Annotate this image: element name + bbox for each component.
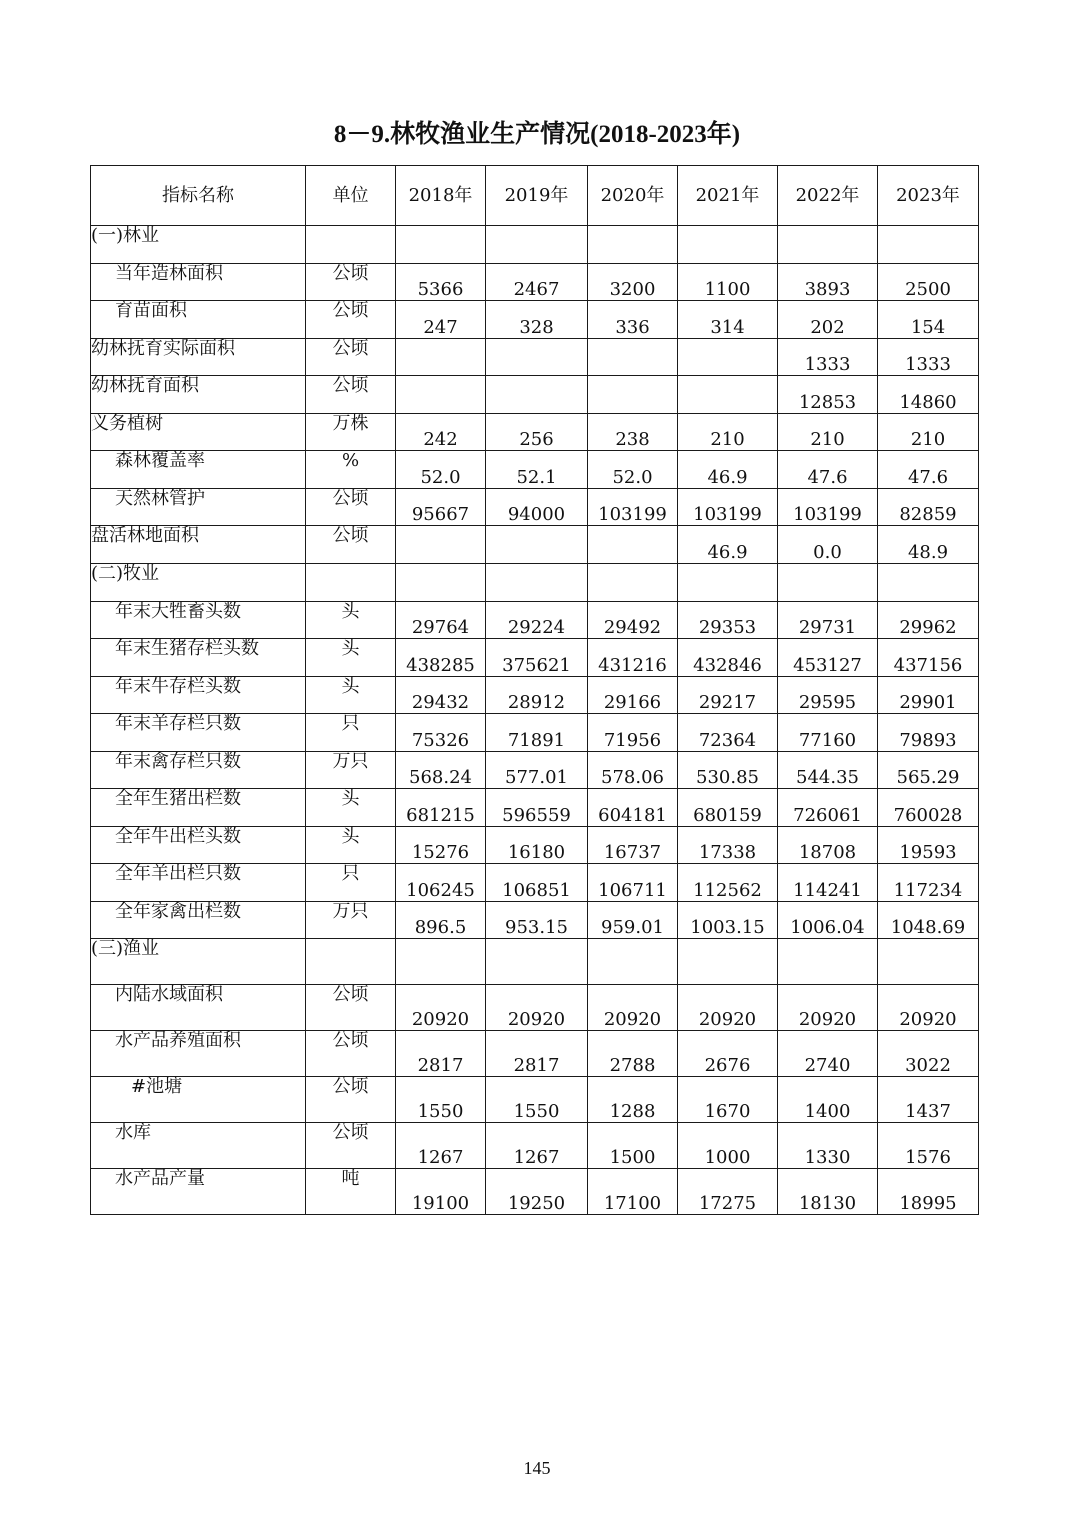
- value-cell: 52.1: [486, 451, 588, 489]
- value-cell: 202: [778, 301, 878, 339]
- unit-cell: 公顷: [306, 376, 396, 414]
- value-cell: 19100: [396, 1169, 486, 1215]
- value-cell: 1333: [878, 339, 979, 376]
- indicator-name: 年末禽存栏只数: [91, 752, 306, 789]
- value-cell: 726061: [778, 789, 878, 827]
- value-cell: 18130: [778, 1169, 878, 1215]
- unit-cell: 公顷: [306, 1031, 396, 1077]
- value-cell: 28912: [486, 677, 588, 714]
- value-cell: 314: [678, 301, 778, 339]
- unit-cell: 公顷: [306, 1123, 396, 1169]
- table-row: [91, 827, 979, 864]
- table-row: [91, 339, 979, 376]
- value-cell: 953.15: [486, 902, 588, 939]
- value-cell: 565.29: [878, 752, 979, 789]
- unit-cell: 万株: [306, 414, 396, 451]
- indicator-name: (一)林业: [91, 226, 306, 264]
- value-cell: 29901: [878, 677, 979, 714]
- table-row: [91, 1077, 979, 1123]
- value-cell: 77160: [778, 714, 878, 752]
- value-cell: 210: [878, 414, 979, 451]
- table-row: [91, 1123, 979, 1169]
- indicator-name: 水产品养殖面积: [91, 1031, 306, 1077]
- value-cell: 117234: [878, 864, 979, 902]
- value-cell: 20920: [396, 985, 486, 1031]
- value-cell: 2817: [486, 1031, 588, 1077]
- value-cell: 18995: [878, 1169, 979, 1215]
- value-cell: 437156: [878, 639, 979, 677]
- table-row: [91, 939, 979, 985]
- column-header: 指标名称: [91, 166, 306, 226]
- value-cell: [396, 376, 486, 414]
- value-cell: [486, 526, 588, 564]
- indicator-name: 年末牛存栏头数: [91, 677, 306, 714]
- value-cell: 680159: [678, 789, 778, 827]
- value-cell: 12853: [778, 376, 878, 414]
- unit-cell: %: [306, 451, 396, 489]
- table-row: [91, 714, 979, 752]
- indicator-name: 幼林抚育实际面积: [91, 339, 306, 376]
- value-cell: 52.0: [396, 451, 486, 489]
- value-cell: 578.06: [588, 752, 678, 789]
- table-row: [91, 1169, 979, 1215]
- value-cell: 46.9: [678, 526, 778, 564]
- value-cell: 328: [486, 301, 588, 339]
- indicator-name: (二)牧业: [91, 564, 306, 602]
- unit-cell: 公顷: [306, 264, 396, 301]
- indicator-name: 全年生猪出栏数: [91, 789, 306, 827]
- value-cell: 2676: [678, 1031, 778, 1077]
- value-cell: 210: [778, 414, 878, 451]
- unit-cell: [306, 939, 396, 985]
- table-row: [91, 677, 979, 714]
- value-cell: 19593: [878, 827, 979, 864]
- value-cell: 2788: [588, 1031, 678, 1077]
- indicator-name: 全年家禽出栏数: [91, 902, 306, 939]
- value-cell: [396, 226, 486, 264]
- value-cell: 48.9: [878, 526, 979, 564]
- value-cell: 375621: [486, 639, 588, 677]
- value-cell: 453127: [778, 639, 878, 677]
- page-number: 145: [523, 1458, 551, 1478]
- value-cell: 20920: [678, 985, 778, 1031]
- value-cell: 20920: [878, 985, 979, 1031]
- indicator-name: 年末大牲畜头数: [91, 602, 306, 639]
- value-cell: 1006.04: [778, 902, 878, 939]
- value-cell: 2467: [486, 264, 588, 301]
- value-cell: 3022: [878, 1031, 979, 1077]
- table-row: [91, 1031, 979, 1077]
- value-cell: 3893: [778, 264, 878, 301]
- value-cell: 82859: [878, 489, 979, 526]
- value-cell: 247: [396, 301, 486, 339]
- value-cell: [678, 339, 778, 376]
- value-cell: 1330: [778, 1123, 878, 1169]
- indicator-name: 育苗面积: [91, 301, 306, 339]
- unit-cell: 头: [306, 827, 396, 864]
- value-cell: 71891: [486, 714, 588, 752]
- table-row: [91, 451, 979, 489]
- value-cell: [588, 564, 678, 602]
- column-header: 2021年: [678, 166, 778, 226]
- value-cell: 896.5: [396, 902, 486, 939]
- value-cell: 432846: [678, 639, 778, 677]
- value-cell: 52.0: [588, 451, 678, 489]
- value-cell: [396, 939, 486, 985]
- value-cell: [778, 939, 878, 985]
- header-row: [91, 166, 979, 226]
- value-cell: [396, 564, 486, 602]
- unit-cell: 只: [306, 864, 396, 902]
- value-cell: [486, 376, 588, 414]
- indicator-name: 全年羊出栏只数: [91, 864, 306, 902]
- value-cell: 959.01: [588, 902, 678, 939]
- value-cell: 29353: [678, 602, 778, 639]
- value-cell: 681215: [396, 789, 486, 827]
- indicator-name: 森林覆盖率: [91, 451, 306, 489]
- value-cell: 1400: [778, 1077, 878, 1123]
- indicator-name: 当年造林面积: [91, 264, 306, 301]
- table-row: [91, 639, 979, 677]
- value-cell: [878, 226, 979, 264]
- value-cell: [588, 376, 678, 414]
- value-cell: 94000: [486, 489, 588, 526]
- value-cell: [486, 564, 588, 602]
- value-cell: 0.0: [778, 526, 878, 564]
- value-cell: 71956: [588, 714, 678, 752]
- indicator-name: (三)渔业: [91, 939, 306, 985]
- value-cell: 1288: [588, 1077, 678, 1123]
- value-cell: [678, 226, 778, 264]
- value-cell: 154: [878, 301, 979, 339]
- unit-cell: 吨: [306, 1169, 396, 1215]
- value-cell: 2817: [396, 1031, 486, 1077]
- value-cell: 20920: [588, 985, 678, 1031]
- table-row: [91, 489, 979, 526]
- value-cell: 29492: [588, 602, 678, 639]
- value-cell: 2740: [778, 1031, 878, 1077]
- value-cell: 18708: [778, 827, 878, 864]
- table-row: [91, 414, 979, 451]
- value-cell: 17100: [588, 1169, 678, 1215]
- table-row: [91, 264, 979, 301]
- value-cell: [588, 939, 678, 985]
- value-cell: 3200: [588, 264, 678, 301]
- table-row: [91, 564, 979, 602]
- value-cell: 1267: [396, 1123, 486, 1169]
- production-table: [90, 165, 979, 1215]
- indicator-name: 盘活林地面积: [91, 526, 306, 564]
- value-cell: 596559: [486, 789, 588, 827]
- value-cell: 75326: [396, 714, 486, 752]
- value-cell: 256: [486, 414, 588, 451]
- value-cell: 47.6: [878, 451, 979, 489]
- table-row: [91, 301, 979, 339]
- value-cell: 72364: [678, 714, 778, 752]
- unit-cell: 公顷: [306, 301, 396, 339]
- value-cell: 1048.69: [878, 902, 979, 939]
- value-cell: 16180: [486, 827, 588, 864]
- value-cell: 15276: [396, 827, 486, 864]
- unit-cell: 公顷: [306, 489, 396, 526]
- indicator-name: 内陆水域面积: [91, 985, 306, 1031]
- value-cell: 1267: [486, 1123, 588, 1169]
- value-cell: 5366: [396, 264, 486, 301]
- table-row: [91, 985, 979, 1031]
- value-cell: 106851: [486, 864, 588, 902]
- value-cell: 103199: [588, 489, 678, 526]
- value-cell: 29595: [778, 677, 878, 714]
- value-cell: 47.6: [778, 451, 878, 489]
- value-cell: 114241: [778, 864, 878, 902]
- value-cell: 29731: [778, 602, 878, 639]
- unit-cell: 公顷: [306, 1077, 396, 1123]
- value-cell: 1437: [878, 1077, 979, 1123]
- indicator-name: 义务植树: [91, 414, 306, 451]
- column-header: 2019年: [486, 166, 588, 226]
- unit-cell: 头: [306, 639, 396, 677]
- column-header: 2018年: [396, 166, 486, 226]
- value-cell: 1550: [486, 1077, 588, 1123]
- value-cell: 103199: [678, 489, 778, 526]
- value-cell: 29224: [486, 602, 588, 639]
- page-title: 8－9.林牧渔业生产情况(2018-2023年): [333, 121, 741, 148]
- unit-cell: 头: [306, 602, 396, 639]
- value-cell: 1670: [678, 1077, 778, 1123]
- table-row: [91, 864, 979, 902]
- table-row: [91, 789, 979, 827]
- value-cell: 95667: [396, 489, 486, 526]
- value-cell: 1000: [678, 1123, 778, 1169]
- unit-cell: 头: [306, 677, 396, 714]
- value-cell: 20920: [778, 985, 878, 1031]
- value-cell: 2500: [878, 264, 979, 301]
- value-cell: [588, 226, 678, 264]
- indicator-name: 年末生猪存栏头数: [91, 639, 306, 677]
- value-cell: 431216: [588, 639, 678, 677]
- value-cell: [588, 339, 678, 376]
- value-cell: 29962: [878, 602, 979, 639]
- value-cell: [878, 939, 979, 985]
- value-cell: 106711: [588, 864, 678, 902]
- indicator-name: 年末羊存栏只数: [91, 714, 306, 752]
- unit-cell: 公顷: [306, 526, 396, 564]
- value-cell: [678, 939, 778, 985]
- unit-cell: 只: [306, 714, 396, 752]
- value-cell: [878, 564, 979, 602]
- indicator-name: 水库: [91, 1123, 306, 1169]
- unit-cell: 公顷: [306, 985, 396, 1031]
- indicator-name: 幼林抚育面积: [91, 376, 306, 414]
- value-cell: [678, 564, 778, 602]
- value-cell: 604181: [588, 789, 678, 827]
- value-cell: 577.01: [486, 752, 588, 789]
- value-cell: 106245: [396, 864, 486, 902]
- value-cell: 79893: [878, 714, 979, 752]
- value-cell: 46.9: [678, 451, 778, 489]
- unit-cell: 公顷: [306, 339, 396, 376]
- value-cell: 1576: [878, 1123, 979, 1169]
- value-cell: 568.24: [396, 752, 486, 789]
- value-cell: [588, 526, 678, 564]
- value-cell: 760028: [878, 789, 979, 827]
- value-cell: 1550: [396, 1077, 486, 1123]
- value-cell: 29217: [678, 677, 778, 714]
- indicator-name: 水产品产量: [91, 1169, 306, 1215]
- value-cell: 1333: [778, 339, 878, 376]
- value-cell: 1003.15: [678, 902, 778, 939]
- column-header: 2023年: [878, 166, 979, 226]
- value-cell: 238: [588, 414, 678, 451]
- value-cell: 1500: [588, 1123, 678, 1169]
- value-cell: 17338: [678, 827, 778, 864]
- table-row: [91, 526, 979, 564]
- value-cell: [486, 226, 588, 264]
- column-header: 单位: [306, 166, 396, 226]
- column-header: 2020年: [588, 166, 678, 226]
- indicator-name: #池塘: [91, 1077, 306, 1123]
- value-cell: 29166: [588, 677, 678, 714]
- unit-cell: [306, 564, 396, 602]
- value-cell: [778, 226, 878, 264]
- value-cell: [396, 526, 486, 564]
- value-cell: 210: [678, 414, 778, 451]
- value-cell: [778, 564, 878, 602]
- value-cell: [396, 339, 486, 376]
- value-cell: 103199: [778, 489, 878, 526]
- value-cell: [678, 376, 778, 414]
- value-cell: 29764: [396, 602, 486, 639]
- value-cell: 16737: [588, 827, 678, 864]
- unit-cell: [306, 226, 396, 264]
- table-row: [91, 902, 979, 939]
- value-cell: 29432: [396, 677, 486, 714]
- indicator-name: 全年牛出栏头数: [91, 827, 306, 864]
- value-cell: 17275: [678, 1169, 778, 1215]
- unit-cell: 万只: [306, 902, 396, 939]
- value-cell: 336: [588, 301, 678, 339]
- value-cell: 14860: [878, 376, 979, 414]
- value-cell: [486, 339, 588, 376]
- value-cell: 242: [396, 414, 486, 451]
- unit-cell: 头: [306, 789, 396, 827]
- value-cell: 112562: [678, 864, 778, 902]
- table-row: [91, 602, 979, 639]
- value-cell: [486, 939, 588, 985]
- value-cell: 19250: [486, 1169, 588, 1215]
- column-header: 2022年: [778, 166, 878, 226]
- value-cell: 544.35: [778, 752, 878, 789]
- value-cell: 438285: [396, 639, 486, 677]
- table-row: [91, 752, 979, 789]
- indicator-name: 天然林管护: [91, 489, 306, 526]
- unit-cell: 万只: [306, 752, 396, 789]
- value-cell: 530.85: [678, 752, 778, 789]
- table-row: [91, 376, 979, 414]
- table-row: [91, 226, 979, 264]
- value-cell: 1100: [678, 264, 778, 301]
- value-cell: 20920: [486, 985, 588, 1031]
